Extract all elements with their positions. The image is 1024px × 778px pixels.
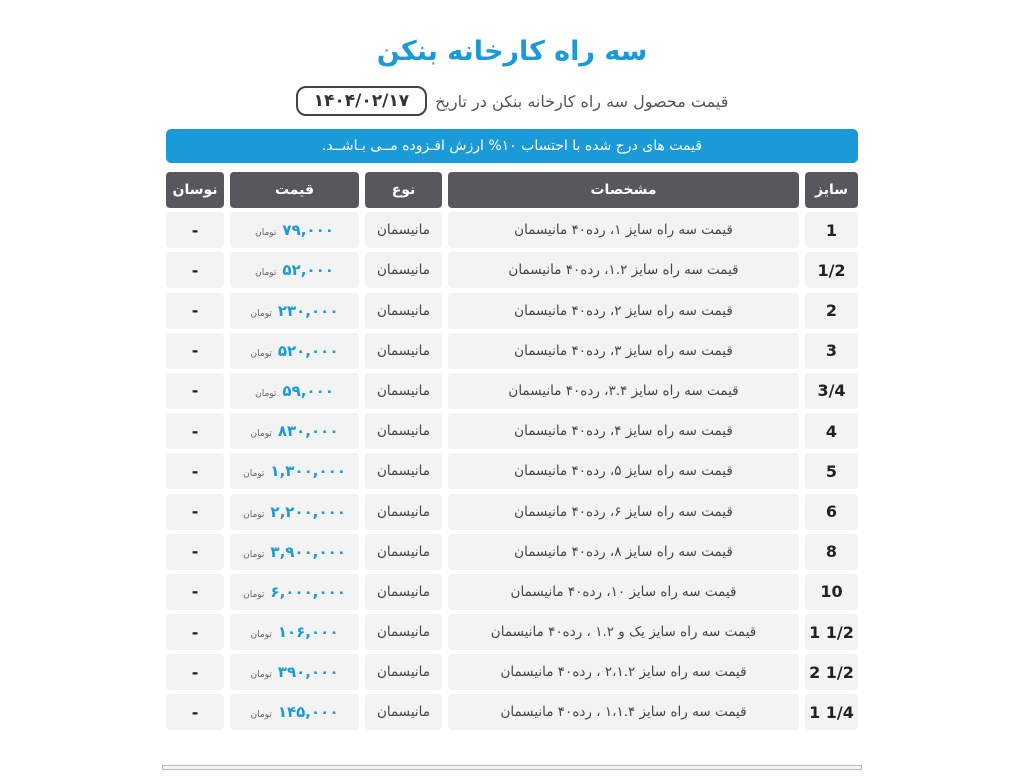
currency-label: تومان xyxy=(250,670,272,681)
spec-cell: قیمت سه راه سایز ۱، رده۴۰ مانیسمان xyxy=(448,212,799,248)
size-cell: 3/4 xyxy=(805,373,858,409)
price-cell xyxy=(230,293,359,329)
size-cell: 1 xyxy=(805,212,858,248)
price-cell xyxy=(230,413,359,449)
table-row xyxy=(166,614,858,650)
price-value: ۵۹,۰۰۰ xyxy=(282,381,334,400)
spec-cell: قیمت سه راه سایز ۲، رده۴۰ مانیسمان xyxy=(448,293,799,329)
change-cell: - xyxy=(166,453,224,489)
currency-label: تومان xyxy=(255,388,277,399)
size-cell: 1 1/2 xyxy=(805,614,858,650)
size-cell: 2 1/2 xyxy=(805,654,858,690)
price-value: ۱,۳۰۰,۰۰۰ xyxy=(270,462,346,481)
price-cell xyxy=(230,694,359,730)
spec-cell: قیمت سه راه سایز ۱،۱.۴ ، رده۴۰ مانیسمان xyxy=(448,694,799,730)
currency-label: تومان xyxy=(250,348,272,359)
price-wrap xyxy=(251,422,339,440)
price-wrap xyxy=(251,342,339,360)
header-size: سایز xyxy=(805,172,858,208)
price-wrap xyxy=(251,663,339,681)
table-row xyxy=(166,494,858,530)
change-cell: - xyxy=(166,534,224,570)
size-cell: 10 xyxy=(805,574,858,610)
table-row xyxy=(166,694,858,730)
price-wrap xyxy=(243,543,346,561)
table-row xyxy=(166,413,858,449)
table-row xyxy=(166,333,858,369)
price-wrap xyxy=(251,703,339,721)
price-cell xyxy=(230,212,359,248)
change-cell: - xyxy=(166,494,224,530)
spec-cell: قیمت سه راه سایز ۴، رده۴۰ مانیسمان xyxy=(448,413,799,449)
price-table xyxy=(166,172,858,735)
size-cell: 1/2 xyxy=(805,252,858,288)
table-header-row xyxy=(166,172,858,208)
price-value: ۸۳۰,۰۰۰ xyxy=(277,422,339,441)
price-cell xyxy=(230,574,359,610)
type-cell: مانیسمان xyxy=(365,574,442,610)
type-cell: مانیسمان xyxy=(365,614,442,650)
table-body xyxy=(166,212,858,730)
type-cell: مانیسمان xyxy=(365,212,442,248)
price-wrap xyxy=(243,462,346,480)
type-cell: مانیسمان xyxy=(365,333,442,369)
date-row xyxy=(0,86,1024,116)
price-value: ۶,۰۰۰,۰۰۰ xyxy=(270,582,346,601)
price-cell xyxy=(230,252,359,288)
price-wrap xyxy=(251,623,339,641)
spec-cell: قیمت سه راه سایز ۳، رده۴۰ مانیسمان xyxy=(448,333,799,369)
change-cell: - xyxy=(166,413,224,449)
date-badge: ۱۴۰۴/۰۲/۱۷ xyxy=(296,86,427,116)
price-value: ۵۲,۰۰۰ xyxy=(282,261,334,280)
type-cell: مانیسمان xyxy=(365,654,442,690)
change-cell: - xyxy=(166,574,224,610)
table-row xyxy=(166,293,858,329)
size-cell: 8 xyxy=(805,534,858,570)
spec-cell: قیمت سه راه سایز ۲،۱.۲ ، رده۴۰ مانیسمان xyxy=(448,654,799,690)
table-row xyxy=(166,453,858,489)
table-row xyxy=(166,252,858,288)
type-cell: مانیسمان xyxy=(365,252,442,288)
type-cell: مانیسمان xyxy=(365,293,442,329)
size-cell: 6 xyxy=(805,494,858,530)
price-wrap xyxy=(255,221,334,239)
type-cell: مانیسمان xyxy=(365,453,442,489)
price-value: ۱۰۶,۰۰۰ xyxy=(277,623,339,642)
price-cell xyxy=(230,494,359,530)
price-value: ۲,۲۰۰,۰۰۰ xyxy=(270,502,346,521)
spec-cell: قیمت سه راه سایز ۸، رده۴۰ مانیسمان xyxy=(448,534,799,570)
type-cell: مانیسمان xyxy=(365,694,442,730)
spec-cell: قیمت سه راه سایز ۵، رده۴۰ مانیسمان xyxy=(448,453,799,489)
spec-cell: قیمت سه راه سایز ۱۰، رده۴۰ مانیسمان xyxy=(448,574,799,610)
change-cell: - xyxy=(166,614,224,650)
currency-label: تومان xyxy=(250,308,272,319)
currency-label: تومان xyxy=(243,589,265,600)
currency-label: تومان xyxy=(250,710,272,721)
size-cell: 4 xyxy=(805,413,858,449)
type-cell: مانیسمان xyxy=(365,373,442,409)
currency-label: تومان xyxy=(243,509,265,520)
change-cell: - xyxy=(166,373,224,409)
table-row xyxy=(166,373,858,409)
header-spec: مشخصات xyxy=(448,172,799,208)
size-cell: 2 xyxy=(805,293,858,329)
header-change: نوسان xyxy=(166,172,224,208)
table-row xyxy=(166,534,858,570)
change-cell: - xyxy=(166,252,224,288)
currency-label: تومان xyxy=(243,549,265,560)
table-row xyxy=(166,654,858,690)
price-cell xyxy=(230,654,359,690)
currency-label: تومان xyxy=(250,429,272,440)
spec-cell: قیمت سه راه سایز یک و ۱.۲ ، رده۴۰ مانیسمان xyxy=(448,614,799,650)
type-cell: مانیسمان xyxy=(365,413,442,449)
price-value: ۳,۹۰۰,۰۰۰ xyxy=(270,542,346,561)
spec-cell: قیمت سه راه سایز ۱.۲، رده۴۰ مانیسمان xyxy=(448,252,799,288)
type-cell: مانیسمان xyxy=(365,534,442,570)
header-price: قیمت xyxy=(230,172,359,208)
price-cell xyxy=(230,373,359,409)
change-cell: - xyxy=(166,212,224,248)
currency-label: تومان xyxy=(255,228,277,239)
bottom-divider xyxy=(162,765,862,770)
vat-note-text: قیمت های درج شده با احتساب ۱۰% ارزش افـزوده مــی بـاشــد. xyxy=(321,138,703,154)
header-type: نوع xyxy=(365,172,442,208)
price-value: ۳۹۰,۰۰۰ xyxy=(277,663,339,682)
price-value: ۵۲۰,۰۰۰ xyxy=(277,341,339,360)
page-title: سه راه کارخانه بنکن xyxy=(376,36,648,67)
currency-label: تومان xyxy=(243,469,265,480)
change-cell: - xyxy=(166,654,224,690)
price-value: ۱۴۵,۰۰۰ xyxy=(277,703,339,722)
change-cell: - xyxy=(166,333,224,369)
spec-cell: قیمت سه راه سایز ۳.۴، رده۴۰ مانیسمان xyxy=(448,373,799,409)
price-wrap xyxy=(255,382,334,400)
price-cell xyxy=(230,614,359,650)
change-cell: - xyxy=(166,694,224,730)
price-cell xyxy=(230,453,359,489)
price-wrap xyxy=(255,261,334,279)
size-cell: 1 1/4 xyxy=(805,694,858,730)
spec-cell: قیمت سه راه سایز ۶، رده۴۰ مانیسمان xyxy=(448,494,799,530)
price-cell xyxy=(230,333,359,369)
table-row xyxy=(166,574,858,610)
price-value: ۲۳۰,۰۰۰ xyxy=(277,301,339,320)
size-cell: 5 xyxy=(805,453,858,489)
change-cell: - xyxy=(166,293,224,329)
price-wrap xyxy=(243,583,346,601)
currency-label: تومان xyxy=(255,268,277,279)
currency-label: تومان xyxy=(250,630,272,641)
table-row xyxy=(166,212,858,248)
subtitle: قیمت محصول سه راه کارخانه بنکن در تاریخ xyxy=(435,91,729,111)
type-cell: مانیسمان xyxy=(365,494,442,530)
size-cell: 3 xyxy=(805,333,858,369)
price-value: ۷۹,۰۰۰ xyxy=(282,221,334,240)
vat-note-banner xyxy=(166,129,858,163)
price-cell xyxy=(230,534,359,570)
price-wrap xyxy=(251,302,339,320)
price-wrap xyxy=(243,503,346,521)
